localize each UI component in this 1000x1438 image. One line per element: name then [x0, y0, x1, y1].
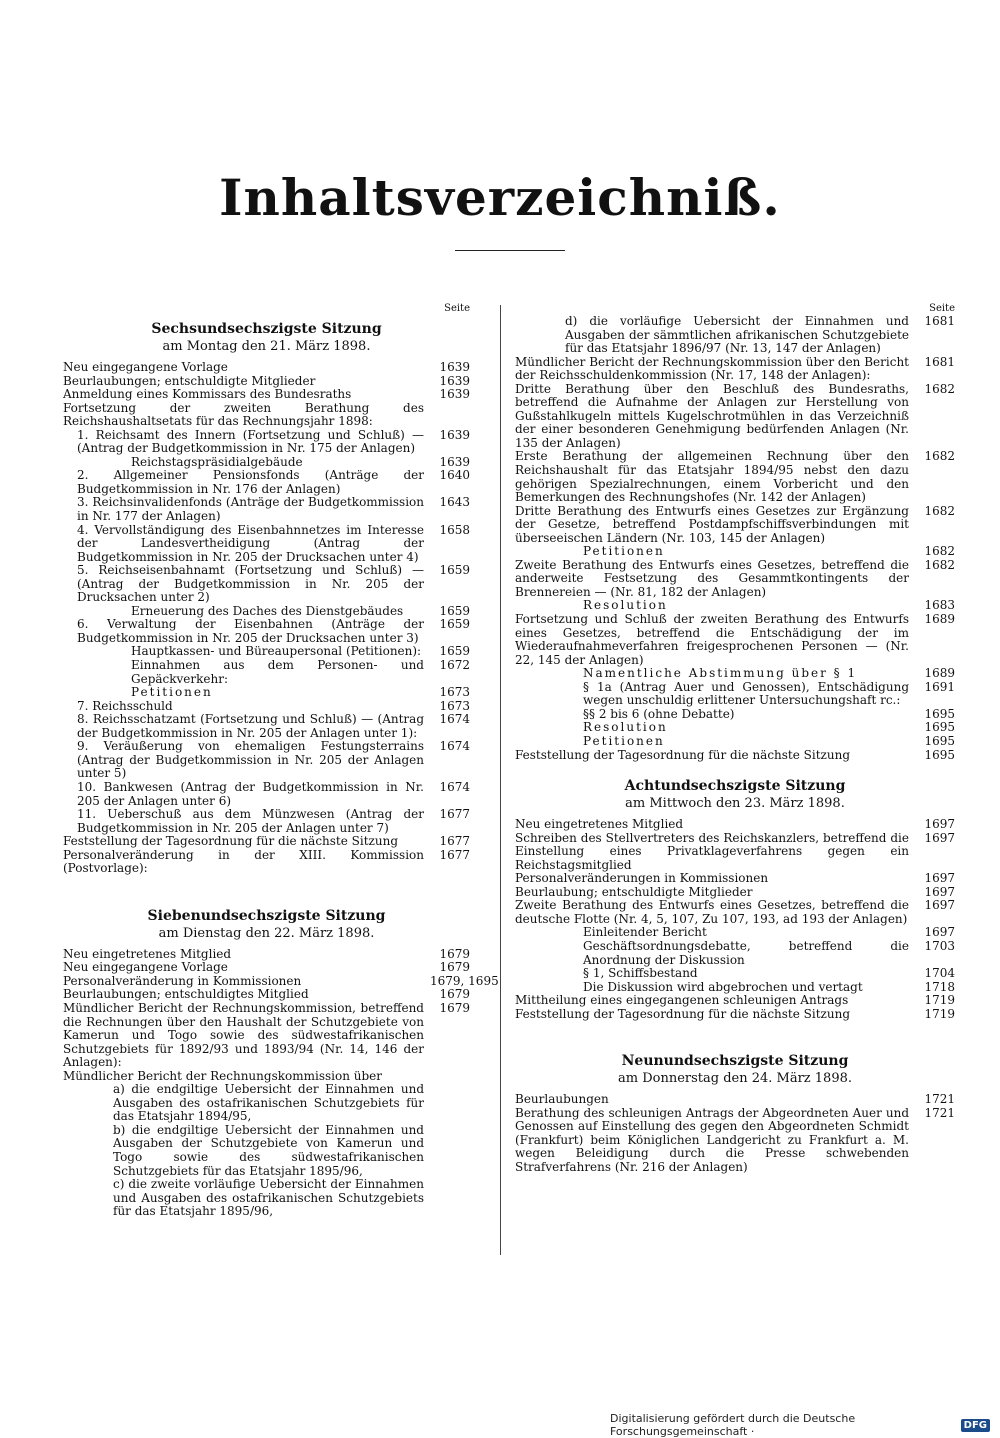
toc-entry-text: Neu eingetretenes Mitglied	[63, 946, 232, 961]
toc-entry	[63, 988, 470, 1002]
session-date: am Donnerstag den 24. März 1898.	[617, 1071, 852, 1087]
page-column-label-right: Seite	[929, 303, 955, 314]
toc-entry	[63, 781, 470, 808]
toc-entry	[515, 926, 955, 940]
title-rule	[455, 250, 565, 251]
session-date: am Mittwoch den 23. März 1898.	[625, 796, 845, 812]
toc-entry	[63, 496, 470, 523]
toc-entry	[515, 981, 955, 995]
toc-page-number: 1721	[924, 1092, 955, 1107]
toc-entry-text: 5. Reichseisenbahnamt (Fortsetzung und Schluß) — (Antrag der Budgetkommission in Nr. 205 der Drucksachen unter 2)	[77, 563, 424, 605]
toc-entry	[515, 1107, 955, 1175]
toc-entry-text: Beurlaubungen	[515, 1092, 609, 1107]
toc-entry-text: 6. Verwaltung der Eisenbahnen (Anträge der Budgetkommission in Nr. 205 der Drucksachen unter 3)	[77, 617, 424, 645]
session-title: Achtundsechszigste Sitzung	[624, 778, 846, 795]
toc-entry-text: Anmeldung eines Kommissars des Bundesraths	[63, 387, 352, 402]
toc-page-number: 1672	[439, 658, 470, 673]
toc-page-number: 1695	[924, 747, 955, 762]
toc-page-number: 1674	[439, 779, 470, 794]
toc-entry	[63, 961, 470, 975]
toc-entry-text: 11. Ueberschuß aus dem Münzwesen (Antrag der Budgetkommission in Nr. 205 der Anlagen unter 7)	[77, 807, 424, 835]
toc-entry-text: Mündlicher Bericht der Rechnungskommission, betreffend die Rechnungen über den Haushalt der Schutzgebiete von Kamerun und Togo sowie des südwestafrikanischen Schutzgebiets für 1892/93 und 1893/94 (Nr. 14, 146 der Anlagen):	[63, 1000, 424, 1070]
toc-page-number: 1682	[924, 449, 955, 464]
toc-entry	[63, 1124, 470, 1178]
toc-page-number: 1695	[924, 706, 955, 721]
toc-page-number: 1695	[924, 720, 955, 735]
session-date: am Montag den 21. März 1898.	[162, 339, 371, 354]
footer-text: Digitalisierung gefördert durch die Deutsche Forschungsgemeinschaft ·	[610, 1412, 856, 1438]
toc-page-number: 1639	[439, 427, 470, 442]
toc-entry	[515, 735, 955, 749]
toc-entry	[63, 1070, 470, 1084]
toc-entry	[63, 686, 470, 700]
session-section	[515, 1021, 955, 1174]
toc-entry-text: b) die endgiltige Uebersicht der Einnahmen und Ausgaben der Schutzgebiete von Kamerun und Togo sowie des südwestafrikanischen Schutzgebiets für das Etatsjahr 1895/96,	[113, 1122, 424, 1178]
toc-entry	[63, 361, 470, 375]
toc-entry	[515, 667, 955, 681]
toc-entry-text: Neu eingegangene Vorlage	[63, 360, 228, 374]
toc-page-number: 1681	[924, 314, 955, 328]
toc-entry-text: Geschäftsordnungsdebatte, betreffend die Anordnung der Diskussion	[583, 938, 909, 967]
toc-entry	[515, 505, 955, 546]
toc-entry	[63, 618, 470, 645]
toc-entry	[63, 1002, 470, 1070]
toc-page-number	[424, 1083, 470, 1124]
toc-page-number: 1659	[439, 603, 470, 618]
toc-page-number: 1639	[439, 454, 470, 469]
toc-page-number: 1643	[439, 495, 470, 510]
toc-entry-text: Neu eingetretenes Mitglied	[515, 817, 684, 832]
toc-page-number: 1677	[439, 847, 470, 862]
toc-page-number: 1697	[924, 871, 955, 886]
toc-entry	[515, 1008, 955, 1022]
toc-entry	[515, 886, 955, 900]
toc-page-number: 1719	[924, 1006, 955, 1021]
toc-page-number: 1679	[439, 946, 470, 961]
toc-page-number: 1659	[439, 644, 470, 659]
toc-entry-text: Feststellung der Tagesordnung für die nächste Sitzung	[515, 1006, 851, 1021]
toc-entry-text: Resolution	[583, 720, 668, 735]
toc-entry-text: 3. Reichsinvalidenfonds (Anträge der Budgetkommission in Nr. 177 der Anlagen)	[77, 495, 424, 524]
toc-entry-text: Erste Berathung der allgemeinen Rechnung über den Reichshaushalt für das Etatsjahr 1894/95 nebst den dazu gehörigen Spezialrechnungen, einem Vorbericht und den Bemerkungen des Rechnungshofes (Nr. 142 der Anlagen)	[515, 449, 909, 505]
toc-entry	[515, 818, 955, 832]
toc-page-number: 1682	[924, 503, 955, 518]
toc-page-number: 1691	[924, 679, 955, 694]
toc-entry	[515, 899, 955, 926]
toc-page-number: 1689	[924, 666, 955, 681]
right-column	[515, 303, 955, 1175]
toc-page-number: 1659	[439, 563, 470, 578]
toc-entry	[63, 524, 470, 565]
toc-entry	[63, 645, 470, 659]
section-gap	[63, 876, 470, 902]
toc-entry-text: Erneuerung des Daches des Dienstgebäudes	[131, 603, 404, 618]
toc-entry	[63, 713, 470, 740]
session-section	[63, 319, 470, 876]
toc-page-number: 1677	[439, 834, 470, 849]
toc-page-number: 1697	[924, 884, 955, 899]
toc-entry-text: Namentliche Abstimmung über § 1	[583, 666, 858, 681]
toc-entry-text: Feststellung der Tagesordnung für die nächste Sitzung	[63, 834, 399, 849]
toc-entry-text: Die Diskussion wird abgebrochen und vertagt	[583, 979, 863, 994]
page-column-label-left: Seite	[444, 303, 470, 314]
right-top-entries	[515, 315, 955, 762]
toc-entry-text: a) die endgiltige Uebersicht der Einnahmen und Ausgaben des ostafrikanischen Schutzgebiets für das Etatsjahr 1894/95,	[113, 1082, 424, 1124]
toc-page-number: 1679	[439, 987, 470, 1002]
toc-entry	[515, 599, 955, 613]
session-section	[515, 776, 955, 1021]
toc-page-number: 1679, 1695	[430, 973, 499, 988]
toc-entry-text: Personalveränderungen in Kommissionen	[515, 871, 769, 886]
toc-entry-text: Fortsetzung und Schluß der zweiten Berathung des Entwurfs eines Gesetzes, betreffend die Entschädigung der im Wiederaufnahmeverfahren freigesprochenen Personen — (Nr. 22, 145 der Anlagen)	[515, 612, 909, 667]
toc-entry-text: d) die vorläufige Uebersicht der Einnahmen und Ausgaben der sämmtlichen afrikanischen Schutzgebiete für das Etatsjahr 1896/97 (Nr. 13, 147 der Anlagen)	[565, 314, 909, 356]
toc-entry-text: § 1a (Antrag Auer und Genossen), Entschädigung wegen unschuldig erlittener Untersuchungshaft rc.:	[583, 679, 909, 708]
toc-page-number: 1677	[439, 807, 470, 822]
toc-entry	[515, 994, 955, 1008]
toc-entry-text: § 1, Schiffsbestand	[583, 966, 698, 981]
toc-entry-text: Beurlaubungen; entschuldigtes Mitglied	[63, 987, 309, 1002]
toc-entry	[515, 872, 955, 886]
toc-entry	[63, 808, 470, 835]
toc-entry-text: c) die zweite vorläufige Uebersicht der Einnahmen und Ausgaben des ostafrikanischen Schutzgebiets für das Etatsjahr 1895/96,	[113, 1177, 424, 1219]
toc-entry	[515, 1093, 955, 1107]
toc-entry	[515, 356, 955, 383]
toc-entry	[63, 973, 499, 989]
session-title: Sechsundsechszigste Sitzung	[151, 321, 382, 337]
toc-page-number: 1697	[924, 830, 955, 845]
toc-page-number: 1683	[924, 598, 955, 613]
toc-page-number: 1679	[439, 960, 470, 975]
session-entries	[63, 946, 499, 1219]
toc-page-number: 1682	[924, 557, 955, 572]
toc-entry	[63, 469, 470, 496]
toc-page-number	[424, 1124, 470, 1178]
toc-page-number: 1673	[439, 698, 470, 713]
toc-entry	[63, 659, 470, 686]
column-divider	[500, 305, 501, 1255]
toc-entry-text: Hauptkassen- und Büreaupersonal (Petitionen):	[131, 644, 422, 659]
toc-entry	[515, 559, 955, 600]
toc-entry	[515, 315, 955, 356]
toc-entry	[515, 545, 955, 559]
toc-entry-text: Mündlicher Bericht der Rechnungskommission über	[63, 1068, 382, 1083]
right-sections	[515, 776, 955, 1174]
toc-entry-text: Personalveränderung in Kommissionen	[63, 973, 302, 988]
toc-entry	[515, 708, 955, 722]
session-section	[63, 876, 499, 1219]
left-column	[63, 303, 499, 1219]
toc-entry	[63, 402, 470, 429]
toc-page-number: 1639	[439, 373, 470, 388]
toc-page-number: 1697	[924, 925, 955, 940]
toc-page-number: 1681	[924, 354, 955, 369]
toc-entry	[63, 740, 470, 781]
toc-entry-text: 1. Reichsamt des Innern (Fortsetzung und Schluß) — (Antrag der Budgetkommission in Nr. 175 der Anlagen)	[77, 427, 424, 456]
toc-page-number: 1695	[924, 733, 955, 748]
toc-entry	[515, 383, 955, 451]
session-date: am Dienstag den 22. März 1898.	[158, 925, 375, 941]
toc-entry-text: Zweite Berathung des Entwurfs eines Gesetzes, betreffend die deutsche Flotte (Nr. 4, 5, 107, Zu 107, 193, ad 193 der Anlagen)	[515, 898, 909, 926]
toc-entry-text: Dritte Berathung des Entwurfs eines Gesetzes zur Ergänzung der Gesetze, betreffend Postdampfschiffsverbindungen mit überseeischen Ländern (Nr. 103, 145 der Anlagen)	[515, 503, 909, 545]
toc-entry-text: Feststellung der Tagesordnung für die nächste Sitzung	[515, 747, 851, 762]
toc-page-number: 1682	[924, 544, 955, 559]
session-title: Neunundsechszigste Sitzung	[621, 1053, 849, 1070]
toc-page-number: 1639	[439, 360, 470, 374]
toc-entry-text: Einnahmen aus dem Personen- und Gepäckverkehr:	[131, 658, 424, 686]
toc-entry	[63, 1083, 470, 1124]
toc-page-number: 1721	[924, 1105, 955, 1120]
left-sections	[63, 319, 499, 1219]
toc-page-number: 1719	[924, 993, 955, 1008]
toc-page-number: 1674	[439, 739, 470, 754]
toc-entry-text: Petitionen	[131, 685, 213, 700]
toc-entry-text: Mittheilung eines eingegangenen schleunigen Antrags	[515, 993, 849, 1008]
toc-entry-text: Fortsetzung der zweiten Berathung des Reichshaushaltsetats für das Rechnungsjahr 1898:	[63, 400, 424, 429]
session-entries	[63, 361, 470, 876]
toc-page-number	[424, 1070, 470, 1084]
toc-page-number: 1703	[924, 938, 955, 953]
toc-entry	[515, 450, 955, 504]
toc-page-number: 1639	[439, 387, 470, 402]
toc-entry-text: Petitionen	[583, 544, 665, 559]
toc-entry	[63, 849, 470, 876]
section-gap	[515, 1021, 955, 1047]
toc-page-number: 1659	[439, 617, 470, 632]
toc-entry	[63, 948, 470, 962]
toc-page-number: 1689	[924, 612, 955, 627]
toc-page-number	[424, 1178, 470, 1219]
toc-entry-text: 8. Reichsschatzamt (Fortsetzung und Schluß) — (Antrag der Budgetkommission in Nr. 205 der Anlagen unter 1):	[77, 712, 424, 740]
toc-entry-text: 9. Veräußerung von ehemaligen Festungsterrains (Antrag der Budgetkommission in Nr. 205 der Anlagen unter 5)	[77, 739, 424, 781]
session-entries	[515, 1093, 955, 1174]
toc-entry	[515, 613, 955, 667]
toc-entry	[515, 681, 955, 708]
toc-entry-text: 4. Vervollständigung des Eisenbahnnetzes im Interesse der Landesvertheidigung (Antrag der Budgetkommission in Nr. 205 der Drucksachen unter 4)	[77, 522, 424, 564]
page-title: Inhaltsverzeichniß.	[219, 168, 781, 227]
toc-entry	[63, 605, 470, 619]
toc-entry	[515, 749, 955, 763]
footer	[610, 1412, 990, 1438]
session-title: Siebenundsechszigste Sitzung	[147, 907, 386, 924]
toc-page-number	[424, 402, 470, 429]
toc-entry-text: §§ 2 bis 6 (ohne Debatte)	[583, 706, 735, 721]
toc-entry-text: Beurlaubungen; entschuldigte Mitglieder	[63, 373, 316, 388]
toc-page-number: 1673	[439, 685, 470, 700]
toc-entry-text: 2. Allgemeiner Pensionsfonds (Anträge der Budgetkommission in Nr. 176 der Anlagen)	[77, 468, 424, 496]
toc-entry	[63, 388, 470, 402]
toc-page-number: 1679	[439, 1000, 470, 1015]
toc-entry-text: Personalveränderung in der XIII. Kommission (Postvorlage):	[63, 847, 424, 876]
session-entries	[515, 818, 955, 1021]
toc-entry	[63, 564, 470, 605]
toc-page-number: 1640	[439, 468, 470, 483]
toc-page-number: 1682	[924, 381, 955, 396]
toc-entry-text: Dritte Berathung über den Beschluß des Bundesraths, betreffend die Aufnahme der Anlagen zur Herstellung von Gußstahlkugeln mittels Kugelschrotmühlen in das Verzeichniß der einer besonderen Genehmigung bedürfenden Anlagen (Nr. 135 der Anlagen)	[515, 381, 909, 450]
toc-entry-text: Resolution	[583, 598, 668, 613]
toc-entry-text: Neu eingegangene Vorlage	[63, 960, 228, 975]
toc-entry-text: Einleitender Bericht	[583, 925, 707, 940]
toc-entry	[63, 1178, 470, 1219]
toc-entry	[63, 429, 470, 456]
toc-entry-text: Schreiben des Stellvertreters des Reichskanzlers, betreffend die Einstellung eines Privatklageverfahrens gegen ein Reichstagsmitglied	[515, 830, 909, 872]
toc-entry-text: Berathung des schleunigen Antrags der Abgeordneten Auer und Genossen auf Einstellung des gegen den Abgeordneten Schmidt (Frankfurt) beim Königlichen Landgericht zu Frankfurt a. M. wegen Beleidigung durch die Presse schwebenden Strafverfahrens (Nr. 216 der Anlagen)	[515, 1105, 909, 1174]
toc-entry	[515, 940, 955, 967]
toc-entry-text: Petitionen	[583, 733, 665, 748]
toc-entry	[63, 456, 470, 470]
toc-page-number: 1674	[439, 712, 470, 727]
toc-entry-text: Beurlaubung; entschuldigte Mitglieder	[515, 884, 753, 899]
toc-entry-text: Mündlicher Bericht der Rechnungskommission über den Bericht der Reichsschuldenkommission (Nr. 17, 148 der Anlagen):	[515, 354, 909, 383]
toc-entry-text: 7. Reichsschuld	[77, 698, 173, 713]
toc-entry	[63, 700, 470, 714]
toc-entry	[63, 375, 470, 389]
toc-entry-text: Zweite Berathung des Entwurfs eines Gesetzes, betreffend die anderweite Festsetzung des Gesammtkontingents der Brennereien — (Nr. 81, 182 der Anlagen)	[515, 557, 909, 599]
toc-entry	[63, 835, 470, 849]
toc-page-number: 1704	[924, 966, 955, 981]
toc-page-number: 1658	[439, 522, 470, 537]
dfg-logo: DFG	[961, 1419, 990, 1432]
toc-page-number: 1697	[924, 817, 955, 832]
toc-page-number: 1697	[924, 898, 955, 913]
toc-entry	[515, 832, 955, 873]
toc-entry-text: Reichstagspräsidialgebäude	[131, 454, 303, 469]
toc-entry	[515, 967, 955, 981]
toc-entry-text: 10. Bankwesen (Antrag der Budgetkommission in Nr. 205 der Anlagen unter 6)	[77, 779, 424, 808]
toc-page-number: 1718	[924, 979, 955, 994]
toc-entry	[515, 721, 955, 735]
